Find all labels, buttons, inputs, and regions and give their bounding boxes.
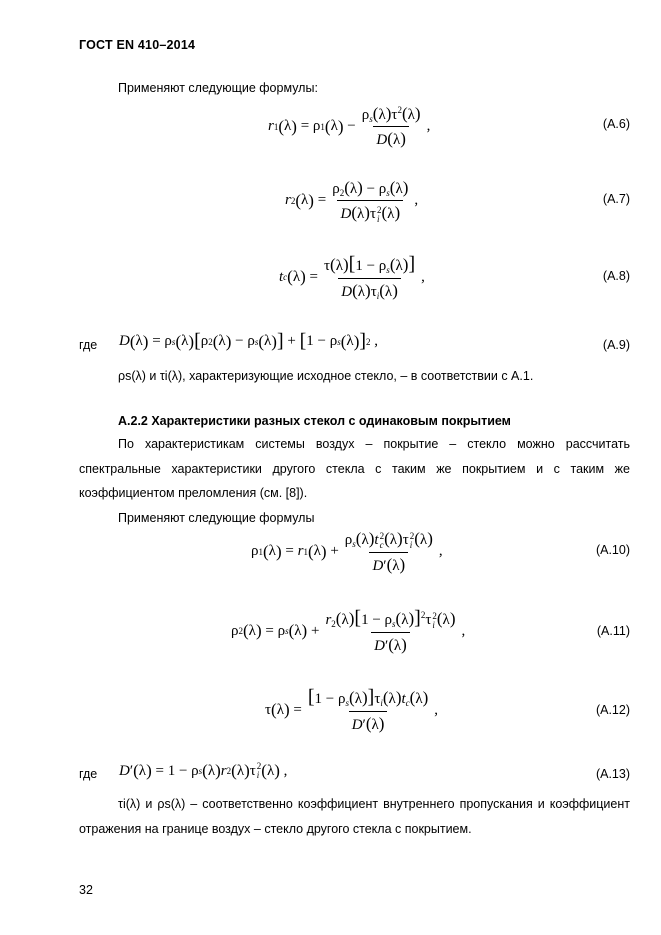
- formula-a8: t c ( λ ) = $\frac{\tau(\lambda)[1 - \rho_s(\lambda)]}{D(\lambda)\tau_i(\lambda)}$ ,: [279, 253, 425, 301]
- equation-number: (A.11): [596, 624, 630, 638]
- section-heading: А.2.2 Характеристики разных стекол с одинаковым покрытием: [118, 414, 511, 428]
- formula-a11: ρ 2 ( λ ) = ρ s ( λ ) + $r_2(\lambda)[1 - \rho_s(\lambda)]^2\tau$ 2 i (λ) D′(λ) ,: [231, 607, 466, 654]
- formula-a10: ρ 1 ( λ ) = r 1 ( λ ) + $\rho_s(\lambda)t$ 2 c (λ)τ 2 i (λ) D′(λ) ,: [251, 529, 443, 574]
- note-text: ρs(λ) и τi(λ), характеризующие исходное стекло, – в соответствии с А.1.: [118, 369, 534, 383]
- section-paragraph: По характеристикам системы воздух – покрытие – стекло можно рассчитать спектральные характеристики другого стекла с таким же покрытием и с таким же коэффициентом преломления (см. [8]).: [79, 437, 630, 500]
- intro-text-2: Применяют следующие формулы: [118, 511, 315, 525]
- document-header: ГОСТ EN 410–2014: [79, 38, 196, 52]
- equation-number: (A.10): [595, 543, 630, 557]
- where-label: где: [79, 338, 98, 352]
- equation-number: (A.12): [595, 703, 630, 717]
- equation-number: (A.7): [602, 192, 630, 206]
- intro-text: Применяют следующие формулы:: [118, 81, 318, 95]
- equation-number: (A.9): [602, 338, 630, 352]
- equation-number: (A.8): [602, 269, 630, 283]
- formula-a9: D ( λ ) = ρ s ( λ ) [ ρ 2 ( λ ) − ρ s ( λ ) ] + [ 1 − ρ s ( λ ) ] 2 ,: [119, 330, 379, 352]
- formula-a6: r 1 ( λ ) = ρ 1 ( λ ) − $\frac{\rho_s(\lambda)\tau^2(\lambda)}{D(\lambda)}$ ,: [268, 104, 431, 148]
- formula-a13: D ′ ( λ ) = 1 − ρ s ( λ ) r 2 ( λ ) τ 2 i ( λ ) ,: [119, 761, 288, 780]
- equation-number: (A.6): [602, 117, 630, 131]
- note-text: τi(λ) и ρs(λ) – соответственно коэффициент внутреннего пропускания и коэффициент отражения на границе воздух – стекло другого стекла с покрытием.: [79, 797, 630, 836]
- page-number: 32: [79, 883, 93, 897]
- equation-number: (A.13): [595, 767, 630, 781]
- where-label: где: [79, 767, 98, 781]
- formula-a12: τ ( λ ) = $\frac{[1 - \rho_s(\lambda)]\tau_i(\lambda)t_c(\lambda)}{D'(\lambda)}$ ,: [265, 686, 439, 733]
- formula-a7: r 2 ( λ ) = $\rho_2(\lambda) - \rho_s(\lambda)$ D(λ)τ 2 i (λ) ,: [285, 178, 419, 224]
